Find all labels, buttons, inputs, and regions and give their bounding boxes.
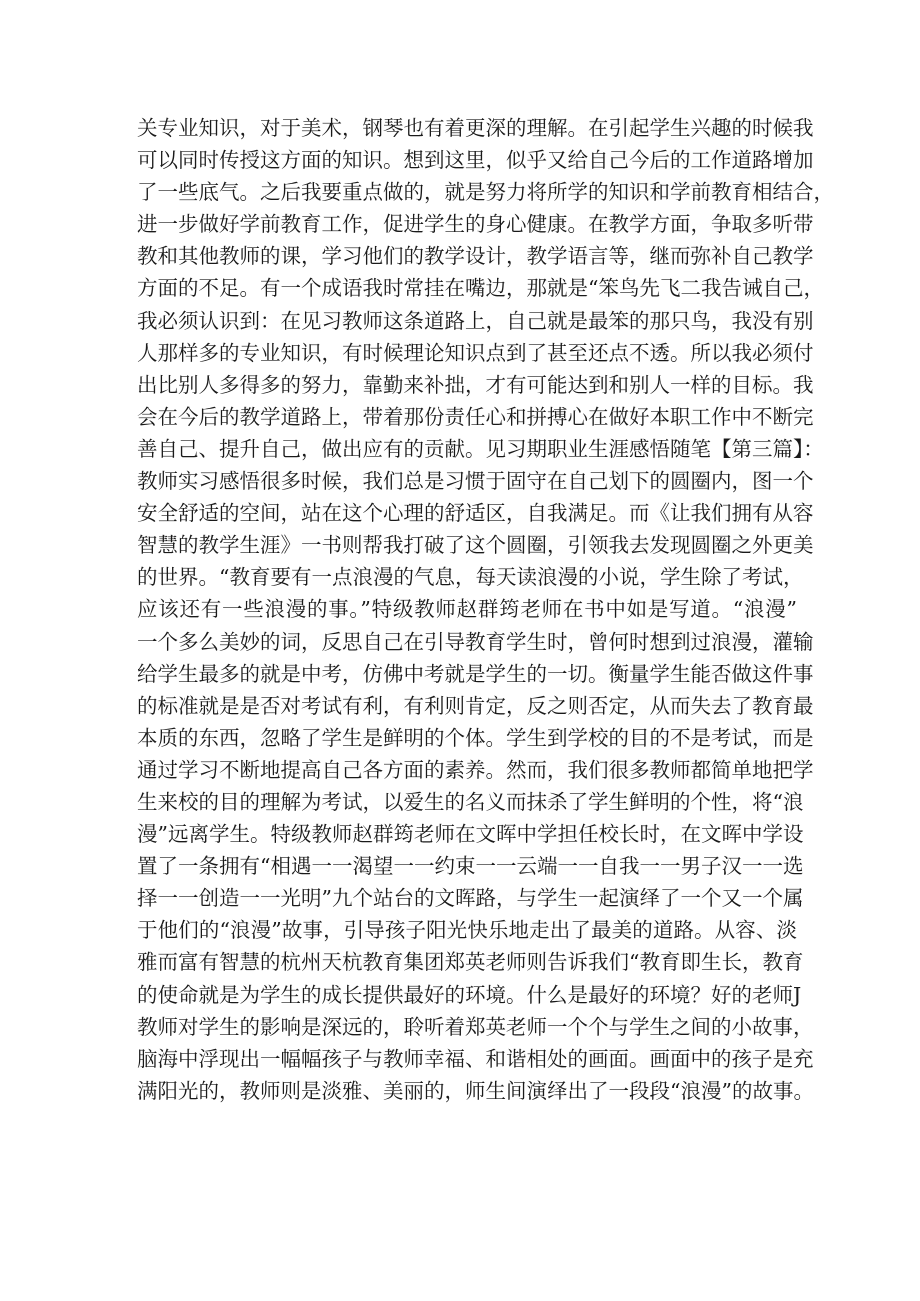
text-line: 通过学习不断地提高自己各方面的素养。然而，我们很多教师都简单地把学	[137, 757, 814, 782]
text-line: 安全舒适的空间，站在这个心理的舒适区，自我满足。而《让我们拥有从容	[137, 501, 814, 526]
text-line: 善自己、提升自己，做出应有的贡献。见习期职业生涯感悟随笔【第三篇】：	[137, 436, 824, 461]
text-line: 给学生最多的就是中考，仿佛中考就是学生的一切。衡量学生能否做这件事	[137, 661, 814, 686]
text-line: 进一步做好学前教育工作，促进学生的身心健康。在教学方面，争取多听带	[137, 212, 814, 237]
text-line: 会在今后的教学道路上，带着那份责任心和拼搏心在做好本职工作中不断完	[137, 404, 814, 429]
text-line: 本质的东西，忽略了学生是鲜明的个体。学生到学校的目的不是考试，而是	[137, 725, 814, 750]
text-line: 我必须认识到：在见习教师这条道路上，自己就是最笨的那只鸟，我没有别	[137, 308, 814, 333]
body-paragraph	[137, 112, 834, 1107]
text-line: 方面的不足。有一个成语我时常挂在嘴边，那就是“笨鸟先飞二我告诫自己，	[137, 276, 824, 301]
text-line: 的标准就是是否对考试有利，有利则肯定，反之则否定，从而失去了教育最	[137, 693, 814, 718]
text-line: 一个多么美妙的词，反思自己在引导教育学生时，曾何时想到过浪漫，灌输	[137, 629, 814, 654]
text-line: 教师实习感悟很多时候，我们总是习惯于固守在自己划下的圆圈内，图一个	[137, 469, 814, 494]
text-line: 置了一条拥有“相遇一一渴望一一约束一一云端一一自我一一男子汉一一选	[137, 854, 804, 879]
text-line: 于他们的“浪漫”故事，引导孩子阳光快乐地走出了最美的道路。从容、淡	[137, 918, 797, 943]
text-line: 可以同时传授这方面的知识。想到这里，似乎又给自己今后的工作道路增加	[137, 148, 814, 173]
text-line: 满阳光的，教师则是淡雅、美丽的，师生间演绎出了一段段“浪漫”的故事。	[137, 1078, 814, 1103]
text-line: 择一一创造一一光明”九个站台的文晖路，与学生一起演绎了一个又一个属	[137, 886, 804, 911]
text-line: 智慧的教学生涯》一书则帮我打破了这个圆圈，引领我去发现圆圈之外更美	[137, 533, 814, 558]
text-line: 人那样多的专业知识，有时候理论知识点到了甚至还点不透。所以我必须付	[137, 340, 814, 365]
text-line: 关专业知识，对于美术，钢琴也有着更深的理解。在引起学生兴趣的时候我	[137, 116, 814, 140]
text-line: 了一些底气。之后我要重点做的，就是努力将所学的知识和学前教育相结合，	[137, 180, 834, 205]
text-line: 漫”远离学生。特级教师赵群筠老师在文晖中学担任校长时，在文晖中学设	[137, 822, 804, 847]
text-line: 应该还有一些浪漫的事。”特级教师赵群筠老师在书中如是写道。“浪漫”	[137, 597, 797, 622]
text-line: 的世界。“教育要有一点浪漫的气息，每天读浪漫的小说，学生除了考试，	[137, 565, 804, 590]
text-line: 出比别人多得多的努力，靠勤来补拙，才有可能达到和别人一样的目标。我	[137, 372, 814, 397]
text-line: 生来校的目的理解为考试，以爱生的名义而抹杀了学生鲜明的个性，将“浪	[137, 789, 804, 814]
text-line: 教师对学生的影响是深远的，聆听着郑英老师一个个与学生之间的小故事，	[137, 1014, 814, 1039]
text-line: 雅而富有智慧的杭州天杭教育集团郑英老师则告诉我们“教育即生长，教育	[137, 950, 804, 975]
text-line: 脑海中浮现出一幅幅孩子与教师幸福、和谐相处的画面。画面中的孩子是充	[137, 1046, 814, 1071]
text-line: 教和其他教师的课，学习他们的教学设计，教学语言等，继而弥补自己教学	[137, 244, 814, 269]
text-line: 的使命就是为学生的成长提供最好的环境。什么是最好的环境？好的老师J	[137, 982, 802, 1007]
